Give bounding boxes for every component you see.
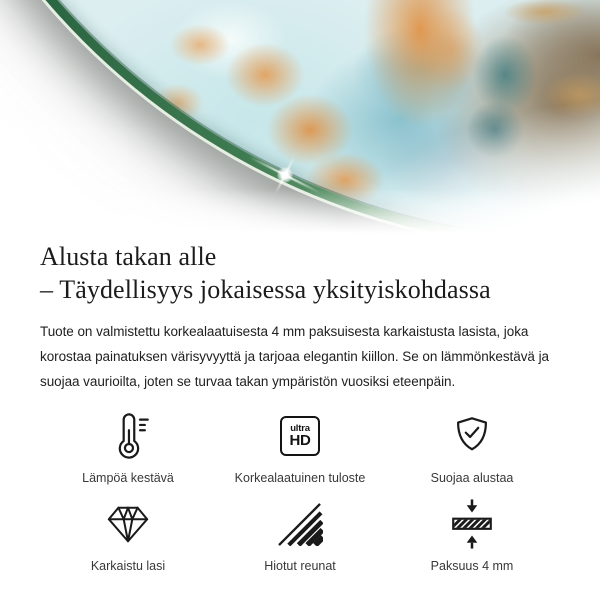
feature-thickness [386,498,558,574]
feature-grid [40,410,560,574]
feature-polished-edges [214,498,386,574]
thickness-press-icon [448,498,496,550]
product-image [0,0,600,236]
product-description: Tuote on valmistettu korkealaatuisesta 4 mm paksuisesta karkaistusta lasista, joka korostaa painatuksen värisyvyyttä ja tarjoaa elegantin kiillon. Se on lämmönkestävä ja suojaa vaurioilta, joten se turvaa takan ympäristön vuosiksi eteenpäin. [40,324,549,389]
feature-label: Suojaa alustaa [430,471,514,485]
page-title [40,240,560,306]
feature-tempered-glass [42,498,214,574]
shield-check-icon [449,414,495,458]
bevel-stripes-icon [278,503,323,546]
feature-label: Karkaistu lasi [90,559,166,573]
product-info-section [0,240,600,574]
feature-label: Hiotut reunat [264,559,336,573]
diamond-icon [103,501,153,547]
title-line-2: – Täydellisyys jokaisessa yksityiskohdassa [40,275,491,304]
feature-heat-resistant [42,410,214,486]
title-line-1: Alusta takan alle [40,242,217,271]
feature-protects-surface [386,410,558,486]
feature-label: Lämpöä kestävä [82,471,174,485]
ultra-hd-icon: ultra HD [280,416,320,456]
feature-label: Paksuus 4 mm [430,559,514,573]
feature-label: Korkealaatuinen tuloste [234,471,366,485]
thermometer-icon [105,411,151,461]
feature-high-quality-print [214,410,386,486]
